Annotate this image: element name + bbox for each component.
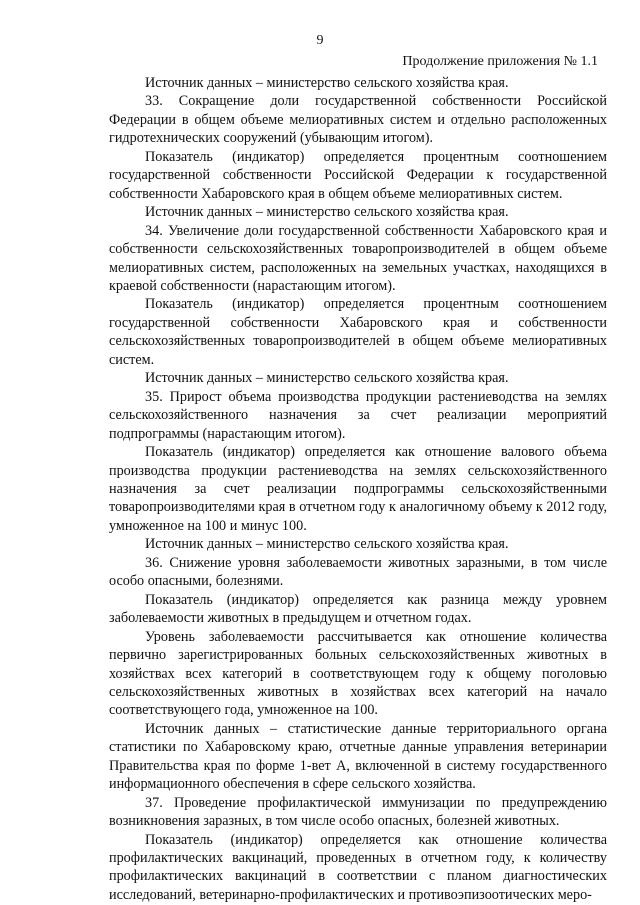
paragraph-item-37: 37. Проведение профилактической иммунизации по предупреждению возникновения заразных, в том числе особо опасных, болезней животных. (109, 794, 607, 830)
paragraph-indicator-33: Показатель (индикатор) определяется процентным соотношением государственной собственности Российской Федерации к государственной собственности Хабаровского края в общем объеме мелиоративных систем. (109, 148, 607, 202)
body-text (109, 74, 607, 904)
paragraph-item-35: 35. Прирост объема производства продукции растениеводства на землях сельскохозяйственного назначения за счет реализации мероприятий подпрограммы (нарастающим итогом). (109, 388, 607, 442)
appendix-note: Продолжение приложения № 1.1 (402, 54, 598, 69)
paragraph-item-36: 36. Снижение уровня заболеваемости животных заразными, в том числе особо опасными, болезнями. (109, 554, 607, 590)
paragraph-indicator-35: Показатель (индикатор) определяется как отношение валового объема производства продукции растениеводства на землях сельскохозяйственного назначения за счет реализации подпрограммы сельскохозяйственными товаропроизводителями края в отчетном году к аналогичному объему к 2012 году, умноженное на 100 и минус 100. (109, 444, 607, 534)
paragraph-indicator-34: Показатель (индикатор) определяется процентным соотношением государственной собственности Хабаровского края и собственности сельскохозяйственных товаропроизводителей в общем объеме мелиоративных систем. (109, 296, 607, 368)
paragraph-item-34: 34. Увеличение доли государственной собственности Хабаровского края и собственности сельскохозяйственных товаропроизводителей в общем объеме мелиоративных систем, расположенных на земельных участках, находящихся в краевой собственности (нарастающим итогом). (109, 222, 607, 294)
page-number: 9 (316, 33, 324, 48)
paragraph-indicator-36: Показатель (индикатор) определяется как разница между уровнем заболеваемости животных в предыдущем и отчетном годах. (109, 591, 607, 627)
paragraph-source-34: Источник данных – министерство сельского хозяйства края. (145, 370, 509, 387)
paragraph-source-36: Источник данных – статистические данные территориального органа статистики по Хабаровскому краю, отчетные данные управления ветеринарии Правительства края по форме 1-вет А, включенной в систему государственного информационного обеспечения в сфере сельского хозяйства. (109, 720, 607, 793)
paragraph-source-1: Источник данных – министерство сельского хозяйства края. (145, 75, 509, 91)
paragraph-source-35: Источник данных – министерство сельского хозяйства края. (145, 536, 509, 553)
paragraph-item-33: 33. Сокращение доли государственной собственности Российской Федерации в общем объеме мелиоративных систем и отдельно расположенных гидротехнических сооружений (убывающим итогом). (109, 93, 607, 147)
paragraph-source-33: Источник данных – министерство сельского хозяйства края. (145, 204, 509, 221)
paragraph-calculation-36: Уровень заболеваемости рассчитывается как отношение количества первично зарегистрированных больных сельскохозяйственных животных в хозяйствах всех категорий в соответствующем году к общему поголовью сельскохозяйственных животных в хозяйствах всех категорий на начало соответствующего года, умноженное на 100. (109, 628, 607, 719)
paragraph-indicator-37: Показатель (индикатор) определяется как отношение количества профилактических вакцинаций, проведенных в отчетном году, к количеству профилактических вакцинаций в соответствии с планом диагностических исследований, ветеринарно-профилактических и противоэпизоотических меро- (109, 831, 607, 903)
